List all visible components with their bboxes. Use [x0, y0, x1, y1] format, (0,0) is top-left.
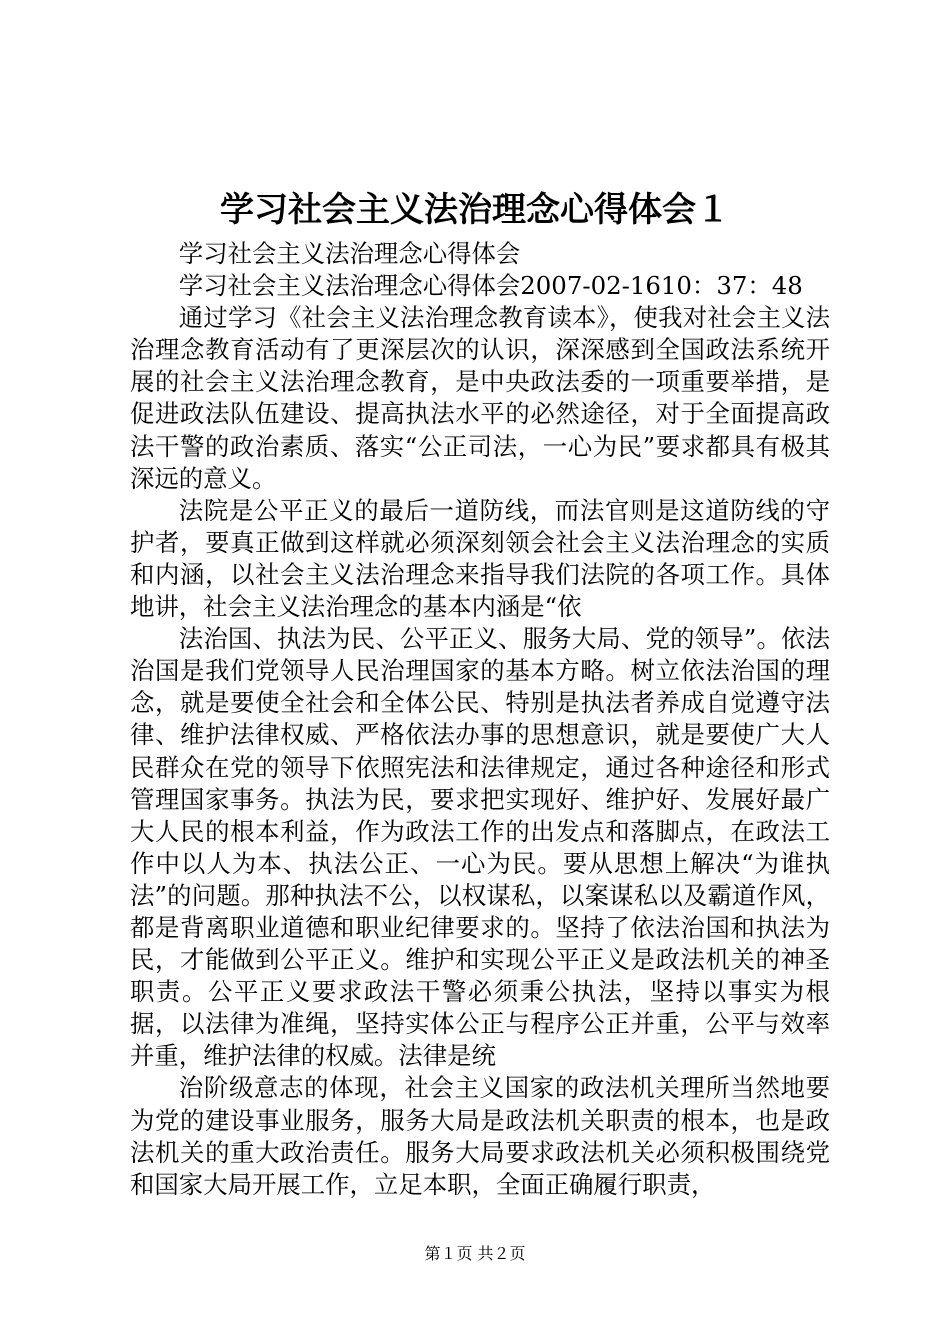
- paragraph: 通过学习《社会主义法治理念教育读本》，使我对社会主义法治理念教育活动有了更深层次的认识，深深感到全国政法系统开展的社会主义法治理念教育，是中央政法委的一项重要举措，是促进政法队伍建设、提高执法水平的必然途径，对于全面提高政法干警的政治素质、落实“公正司法，一心为民”要求都具有极其深远的意义。: [130, 303, 830, 493]
- paragraph: 治阶级意志的体现，社会主义国家的政法机关理所当然地要为党的建设事业服务，服务大局是政法机关职责的根本，也是政法机关的重大政治责任。服务大局要求政法机关必须积极围绕党和国家大局开展工作，立足本职，全面正确履行职责，: [130, 1073, 830, 1199]
- paragraph: 学习社会主义法治理念心得体会: [178, 239, 521, 268]
- paragraph: 法治国、执法为民、公平正义、服务大局、党的领导”。依法治国是我们党领导人民治理国家的基本方略。树立依法治国的理念，就是要使全社会和全体公民、特别是执法者养成自觉遵守法律、维护法律权威、严格依法办事的思想意识，就是要使广大人民群众在党的领导下依照宪法和法律规定，通过各种途径和形式管理国家事务。执法为民，要求把实现好、维护好、发展好最广大人民的根本利益，作为政法工作的出发点和落脚点，在政法工作中以人为本、执法公正、一心为民。要从思想上解决“为谁执法”的问题。那种执法不公，以权谋私，以案谋私以及霸道作风，都是背离职业道德和职业纪律要求的。坚持了依法治国和执法为民，才能做到公平正义。维护和实现公平正义是政法机关的神圣职责。公平正义要求政法干警必须秉公执法，坚持以事实为根据，以法律为准绳，坚持实体公正与程序公正并重，公平与效率并重，维护法律的权威。法律是统: [130, 624, 830, 1071]
- paragraph: 学习社会主义法治理念心得体会2007-02-1610：37：48: [178, 271, 803, 301]
- page-number-footer: 第１页 共２页: [424, 1244, 526, 1263]
- paragraph: 法院是公平正义的最后一道防线，而法官则是这道防线的守护者，要真正做到这样就必须深刻领会社会主义法治理念的实质和内涵，以社会主义法治理念来指导我们法院的各项工作。具体地讲，社会主义法治理念的基本内涵是“依: [130, 495, 830, 622]
- document-body: [130, 238, 830, 1201]
- page-title: 学习社会主义法治理念心得体会１: [220, 190, 730, 230]
